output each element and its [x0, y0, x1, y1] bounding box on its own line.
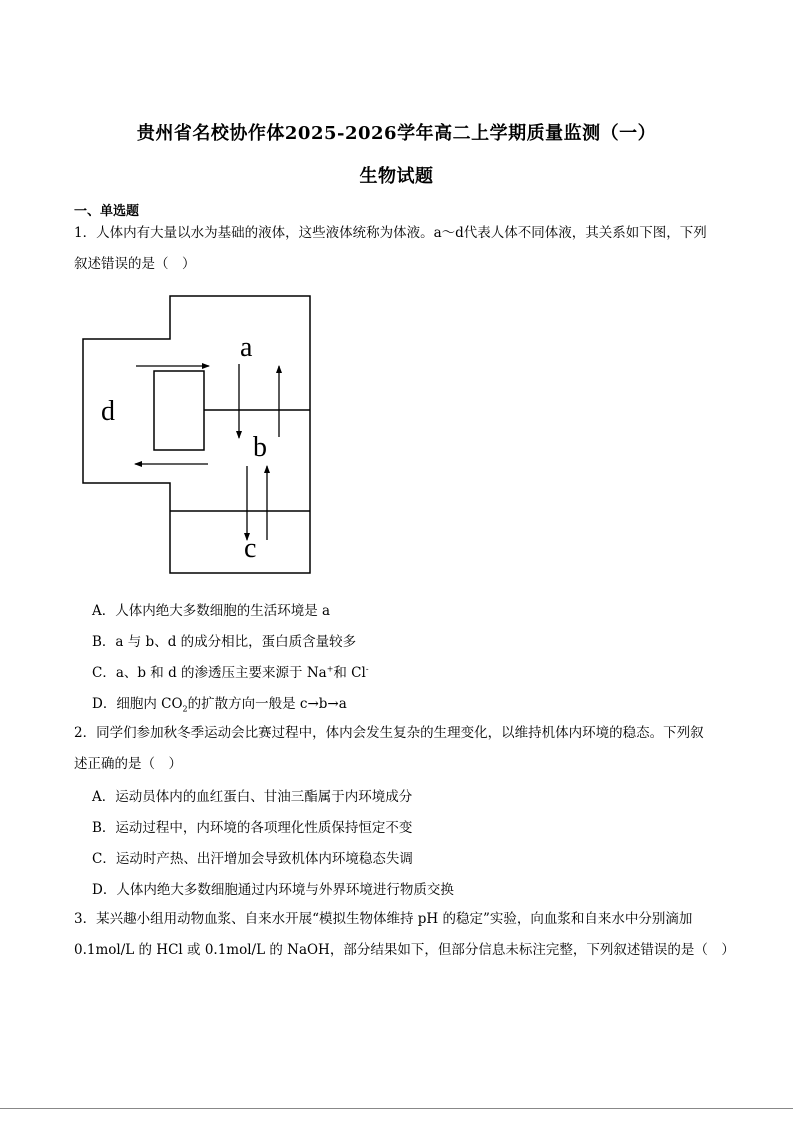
q2-option-c: C．运动时产热、出汗增加会导致机体内环境稳态失调 — [92, 851, 413, 867]
q1-option-c — [92, 663, 369, 683]
question-2-line-2: 述正确的是（ ） — [74, 756, 182, 772]
page-bottom-rule — [0, 1108, 793, 1109]
q1-option-d-sub: 2 — [182, 704, 188, 714]
question-1-stem — [74, 218, 724, 280]
question-3-line-2: 0.1mol/L 的 HCl 或 0.1mol/L 的 NaOH，部分结果如下，但部分信息未标注完整，下列叙述错误的是（ ） — [74, 942, 735, 958]
q2-option-a: A．运动员体内的血红蛋白、甘油三酯属于内环境成分 — [92, 789, 413, 805]
q2-option-d: D．人体内绝大多数细胞通过内环境与外界环境进行物质交换 — [92, 882, 454, 898]
q1-option-c-sup1: + — [326, 664, 334, 674]
label-c: c — [244, 533, 257, 564]
question-2-line-1: 2．同学们参加秋冬季运动会比赛过程中，体内会发生复杂的生理变化，以维持机体内环境的稳态。下列叙 — [74, 725, 704, 741]
q1-option-d-text2: 的扩散方向一般是 c→b→a — [187, 696, 347, 712]
q1-option-c-sup2: - — [365, 664, 369, 674]
label-a: a — [240, 332, 253, 363]
section-heading: 一、单选题 — [74, 204, 140, 219]
diagram-outline — [83, 296, 310, 573]
question-1-line-2: 叙述错误的是（ ） — [74, 256, 196, 272]
q1-option-d — [92, 694, 347, 714]
page-title: 贵州省名校协作体2025-2026学年高二上学期质量监测（一） — [136, 123, 657, 144]
q1-option-c-text1: C．a、b 和 d 的渗透压主要来源于 Na — [92, 665, 327, 681]
question-1-line-1: 1．人体内有大量以水为基础的液体，这些液体统称为体液。a～d代表人体不同体液，其关系如下图，下列 — [74, 225, 707, 241]
label-b: b — [253, 432, 267, 463]
q2-option-b: B．运动过程中，内环境的各项理化性质保持恒定不变 — [92, 820, 413, 836]
q1-option-c-text2: 和 Cl — [333, 665, 366, 681]
label-d: d — [101, 396, 115, 427]
cell-box — [154, 371, 204, 450]
page-subtitle: 生物试题 — [359, 166, 434, 187]
body-fluid-diagram — [78, 292, 318, 582]
q1-option-a: A．人体内绝大多数细胞的生活环境是 a — [92, 603, 331, 619]
q1-option-b: B．a 与 b、d 的成分相比，蛋白质含量较多 — [92, 634, 357, 650]
question-3-line-1: 3．某兴趣小组用动物血浆、自来水开展“模拟生物体维持 pH 的稳定”实验，向血浆和自来水中分别滴加 — [74, 911, 693, 927]
question-3-stem — [74, 904, 735, 966]
q1-option-d-text1: D．细胞内 CO — [92, 696, 183, 712]
question-2-stem — [74, 718, 724, 780]
